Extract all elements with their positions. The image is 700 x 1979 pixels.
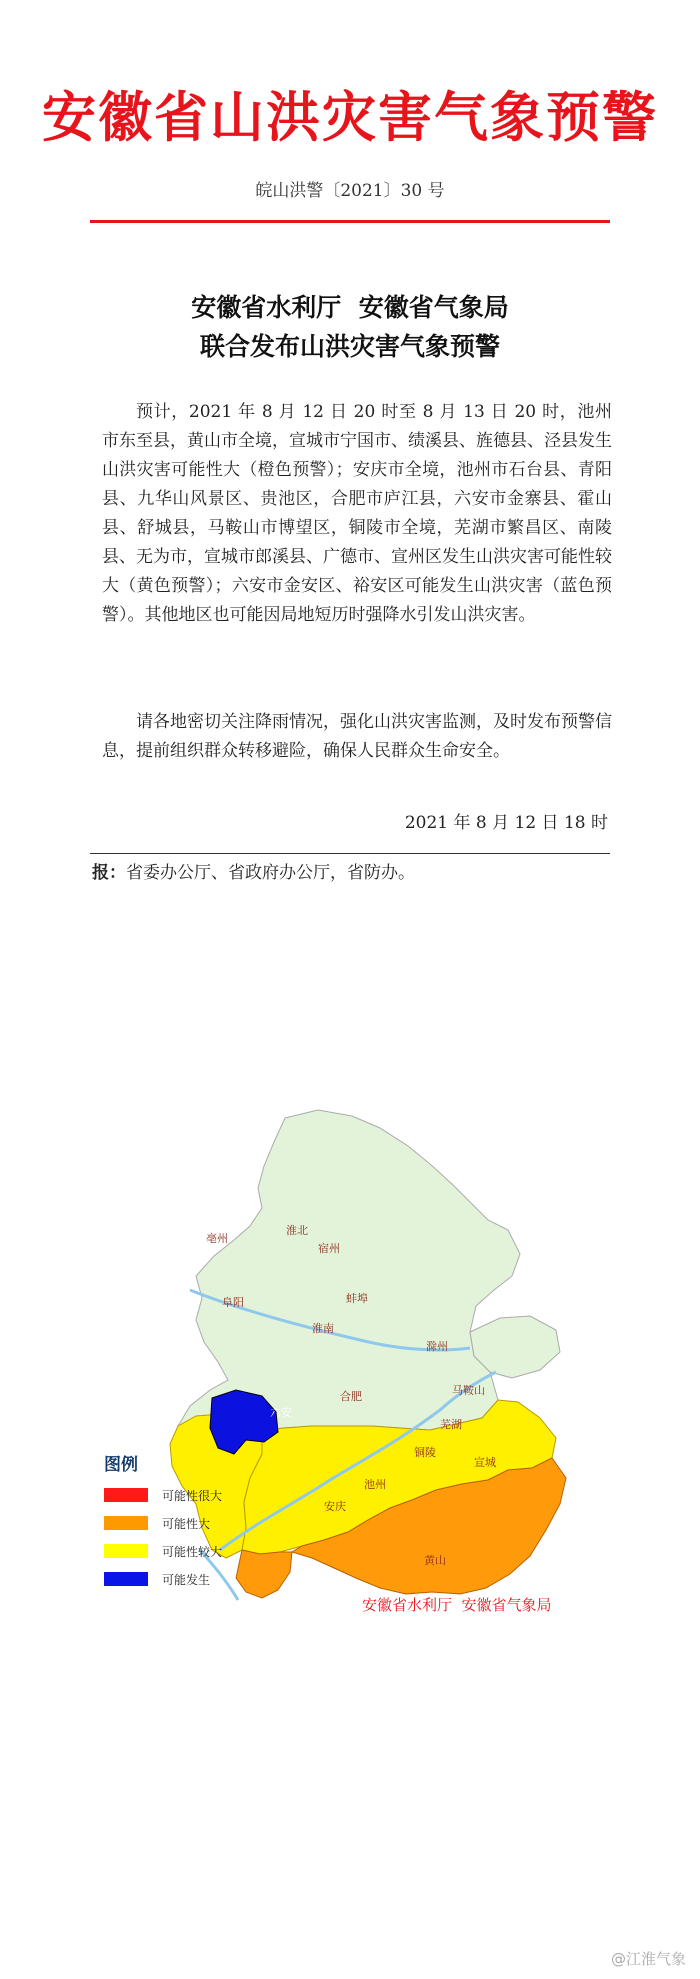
city-label-xuancheng: 宣城 [474,1456,496,1469]
city-label-bengbu: 蚌埠 [346,1292,368,1305]
legend-label-very-high: 可能性很大 [162,1489,223,1503]
city-label-bozhou: 亳州 [206,1232,228,1245]
legend-label-possible: 可能发生 [162,1573,211,1587]
legend-title: 图例 [104,1455,138,1475]
map-credit: 安徽省水利厅 安徽省气象局 [362,1596,552,1614]
city-label-suzhou: 宿州 [318,1242,340,1255]
city-label-fuyang: 阜阳 [222,1296,244,1309]
headline-agencies: 安徽省水利厅 安徽省气象局 [191,293,509,322]
warning-map [0,1080,700,1640]
headline-subject: 联合发布山洪灾害气象预警 [199,332,500,361]
advice-paragraph: 请各地密切关注降雨情况，强化山洪灾害监测，及时发布预警信息，提前组织群众转移避险，确保人民群众生命安全。 [102,712,612,761]
city-label-luan: 六安 [270,1406,292,1419]
document-number: 皖山洪警〔2021〕30 号 [255,181,445,201]
city-label-huangshan: 黄山 [424,1554,446,1567]
legend-label-medium: 可能性较大 [162,1545,223,1559]
report-recipients [92,858,415,883]
legend-swatch-medium [104,1544,148,1558]
city-label-huainan: 淮南 [312,1322,334,1335]
report-recipients-text: 省委办公厅、省政府办公厅，省防办。 [126,863,415,883]
legend-swatch-high [104,1516,148,1530]
city-label-maanshan: 马鞍山 [452,1384,485,1397]
forecast-paragraph: 预计，2021 年 8 月 12 日 20 时至 8 月 13 日 20 时，池州市东至县，黄山市全境，宣城市宁国市、绩溪县、旌德县、泾县发生山洪灾害可能性大（橙色预警）；安庆市全境，池州市石台县、青阳县、九华山风景区、贵池区，合肥市庐江县，六安市金寨县、霍山县、舒城县，马鞍山市博望区，铜陵市全境，芜湖市繁昌区、南陵县、无为市，宣城市郎溪县、广德市、宣州区发生山洪灾害可能性较大（黄色预警）；六安市金安区、裕安区可能发生山洪灾害（蓝色预警）。其他地区也可能因局地短历时强降水引发山洪灾害。 [102,402,612,625]
city-label-wuhu: 芜湖 [440,1418,462,1431]
report-label: 报： [92,863,126,883]
city-label-hefei: 合肥 [340,1390,362,1403]
legend-swatch-very-high [104,1488,148,1502]
city-label-huaibei: 淮北 [286,1224,308,1237]
weibo-watermark: @江淮气象 [610,1950,686,1968]
map-region-orange-dongzhi [236,1550,292,1598]
city-label-chuzhou: 滁州 [426,1340,448,1353]
red-divider [90,220,610,223]
city-label-anqing: 安庆 [324,1500,346,1513]
issue-date: 2021 年 8 月 12 日 18 时 [404,813,608,833]
legend-label-high: 可能性大 [162,1517,211,1531]
city-label-chizhou: 池州 [364,1478,386,1491]
thin-divider [90,853,610,854]
masthead-title: 安徽省山洪灾害气象预警 [42,85,658,149]
city-label-tongling: 铜陵 [414,1446,436,1459]
legend-swatch-possible [104,1572,148,1586]
